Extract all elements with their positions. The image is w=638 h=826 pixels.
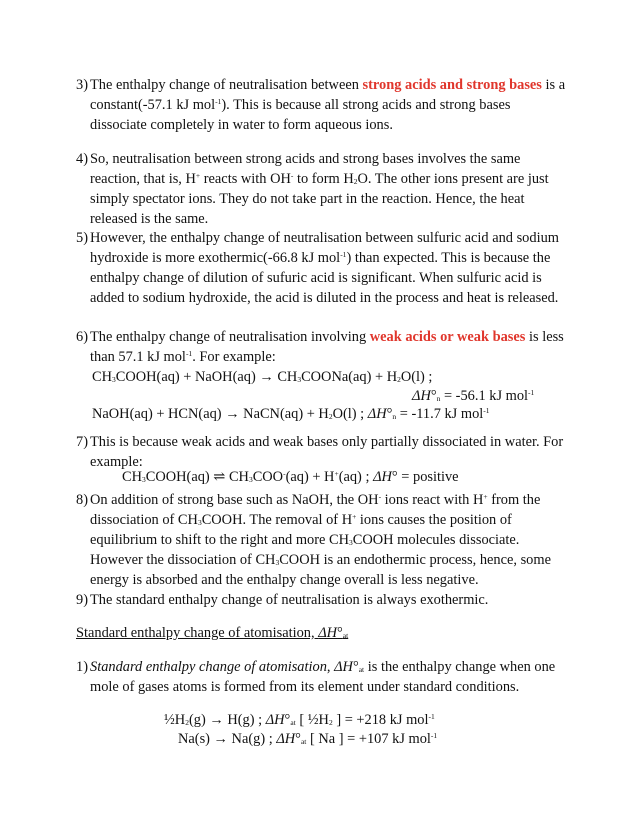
equation-atomisation-na: Na(s) → Na(g) ; $\Delta H^\circ_{at}$ [ Na ] = +107 kJ mol$^{-1}$ — [178, 731, 438, 747]
item-text: The standard enthalpy change of neutralisation is always exothermic. — [90, 592, 489, 608]
list-item-5 — [76, 228, 568, 308]
item-text: However, the enthalpy change of neutralisation between sulfuric acid and sodium hydroxide is more exothermic(-66.8 kJ mol$^{-1}$) than expected. This is because the enthalpy change of dilution of sufuric acid is significant. When sulfuric acid is added to sodium hydroxide, the acid is diluted in the process and heat is released. — [90, 230, 559, 306]
item-number: 6) — [76, 329, 88, 345]
list-item-9 — [76, 590, 568, 610]
section-heading: Standard enthalpy change of atomisation, $\Delta H^\circ_{at}$ — [76, 625, 349, 641]
equation-atomisation-h2: $\frac{1}{2}H_2(g) \to H(g)$ ; $\Delta H^\circ_{at}$ [ $\frac{1}{2}H_2$ ] = +218 kJ mol$^{-1}$ — [164, 712, 435, 728]
item-text: The enthalpy change of neutralisation between strong acids and strong bases is a constant(-57.1 kJ mol$^{-1}$). This is because all strong acids and strong bases dissociate completely in water to form aqueous ions. — [90, 77, 566, 133]
item-number: 7) — [76, 434, 88, 450]
item-text: So, neutralisation between strong acids and strong bases involves the same reaction, that is, H+ reacts with OH- to form $H_2O$. The other ions present are just simply spectator ions. They do not take part in the reaction. Hence, the heat released is the same. — [90, 151, 549, 227]
equation-equilibrium: $CH_3COOH(aq)$ ⇌ $CH_3COO^-(aq) + H^+(aq)$ ; ΔH° = positive — [122, 469, 459, 485]
list-item-6 — [76, 327, 568, 367]
list-item-4 — [76, 149, 568, 229]
item-number: 8) — [76, 492, 88, 508]
item-text: Standard enthalpy change of atomisation, $\Delta H^\circ_{at}$ is the enthalpy change when one mole of gases atoms is formed from its element under standard conditions. — [90, 659, 556, 695]
item-text: This is because weak acids and weak bases only partially dissociated in water. For example: — [90, 434, 564, 470]
highlight-text: strong acids and strong bases — [362, 77, 542, 93]
item-text: The enthalpy change of neutralisation involving weak acids or weak bases is less than 57.1 kJ mol$^{-1}$. For example: — [90, 329, 564, 365]
equation-naoh-hcn: NaOH(aq) + HCN(aq) → NaCN(aq) + $H_2O(l)$ ; $\Delta H^\circ_n = -11.7$ kJ mol$^{-1}$ — [92, 406, 490, 422]
equation-ethanoic-naoh: $CH_3COOH(aq)$ + NaOH(aq) → $CH_3COONa(aq) + H_2O(l)$ ; — [92, 369, 433, 385]
item-text: On addition of strong base such as NaOH, the OH- ions react with H+ from the dissociation of $CH_3COOH$. The removal of H+ ions causes the position of equilibrium to shift to the right and more $CH_3COOH$ molecules dissociate. However the dissociation of $CH_3COOH$ is an endothermic process, hence, some energy is absorbed and the enthalpy change overall is less negative. — [90, 492, 551, 588]
item-number: 3) — [76, 77, 88, 93]
list-item-3 — [76, 75, 568, 135]
item-number: 4) — [76, 151, 88, 167]
highlight-text: weak acids or weak bases — [369, 329, 526, 345]
item-number: 9) — [76, 592, 88, 608]
list-item-8 — [76, 490, 568, 590]
atomisation-definition — [76, 657, 568, 697]
equation-enthalpy-value-1: $\Delta H^\circ_n = -56.1$ kJ mol$^{-1}$ — [412, 388, 535, 404]
item-number: 1) — [76, 659, 88, 675]
item-number: 5) — [76, 230, 88, 246]
list-item-7 — [76, 432, 568, 472]
